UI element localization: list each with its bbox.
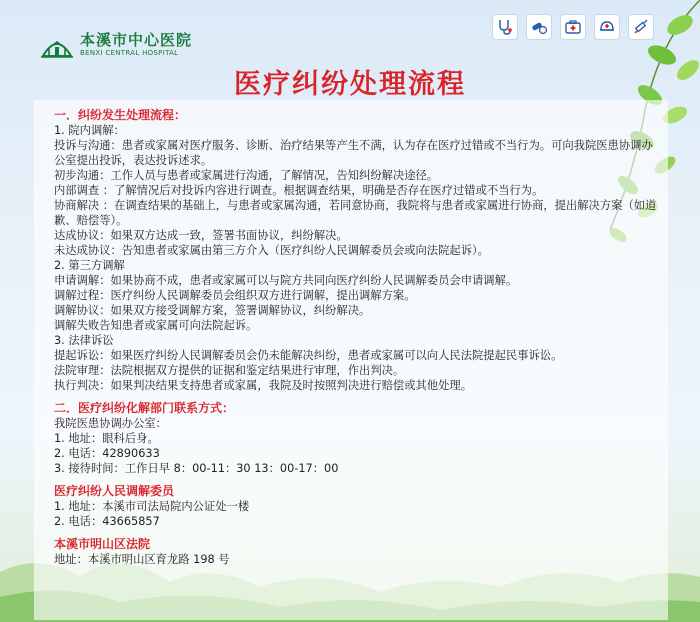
section3-address: 1. 地址：本溪市司法局院内公证处一楼 xyxy=(54,500,250,513)
hospital-name-en: BENXI CENTRAL HOSPITAL xyxy=(80,49,179,57)
section1-p13: 执行判决：如果判决结果支持患者或家属，我院及时按照判决进行赔偿或其他处理。 xyxy=(54,379,472,392)
section2-office: 我院医患协调办公室： xyxy=(54,417,167,430)
hospital-name-cn: 本溪市中心医院 xyxy=(80,31,193,49)
section1-p1: 投诉与沟通：患者或家属对医疗服务、诊断、治疗结果等产生不满，认为存在医疗过错或不当行为。可向我院医患协调办公室提出投诉，表达投诉述求。 xyxy=(54,139,653,167)
syringe-icon xyxy=(628,14,654,40)
section1-sub2: 2. 第三方调解 xyxy=(54,259,125,272)
hospital-emblem-icon xyxy=(40,30,74,60)
section1-p11: 提起诉讼：如果医疗纠纷人民调解委员会仍未能解决纠纷，患者或家属可以向人民法院提起民事诉讼。 xyxy=(54,349,563,362)
page-title: 医疗纠纷处理流程 xyxy=(234,69,466,100)
section1-p9: 调解协议：如果双方接受调解方案，签署调解协议，纠纷解决。 xyxy=(54,304,371,317)
section1-p2: 初步沟通：工作人员与患者或家属进行沟通，了解情况，告知纠纷解决途径。 xyxy=(54,169,439,182)
section2-hours: 3. 接待时间：工作日早 8：00-11：30 13：00-17：00 xyxy=(54,462,339,475)
section1-p7: 申请调解：如果协商不成，患者或家属可以与院方共同向医疗纠纷人民调解委员会申请调解。 xyxy=(54,274,518,287)
section1-heading: 一．纠纷发生处理流程： xyxy=(54,108,187,122)
section1-p6: 未达成协议：告知患者或家属由第三方介入（医疗纠纷人民调解委员会或向法院起诉）。 xyxy=(54,244,489,257)
stethoscope-icon xyxy=(492,14,518,40)
section4-address: 地址：本溪市明山区育龙路 198 号 xyxy=(54,553,230,566)
medical-helmet-icon xyxy=(594,14,620,40)
section3-heading: 医疗纠纷人民调解委员 xyxy=(54,484,175,498)
content-body xyxy=(54,108,664,567)
section1-sub1: 1. 院内调解： xyxy=(54,124,125,137)
section1-p12: 法院审理：法院根据双方提供的证据和鉴定结果进行审理，作出判决。 xyxy=(54,364,405,377)
pills-icon xyxy=(526,14,552,40)
section1-p5: 达成协议：如果双方达成一致，签署书面协议，纠纷解决。 xyxy=(54,229,348,242)
section1-p4: 协商解决 ：在调查结果的基础上，与患者或家属沟通，若同意协商，我院将与患者或家属进行协商，提出解决方案（如道歉、赔偿等）。 xyxy=(54,199,657,227)
section3-phone: 2. 电话：43665857 xyxy=(54,515,160,528)
hospital-logo xyxy=(40,30,192,60)
section1-p8: 调解过程：医疗纠纷人民调解委员会组织双方进行调解，提出调解方案。 xyxy=(54,289,416,302)
section2-address: 1. 地址：眼科后身。 xyxy=(54,432,159,445)
section2-phone: 2. 电话：42890633 xyxy=(54,447,160,460)
section1-p3: 内部调查 ：了解情况后对投诉内容进行调查。根据调查结果，明确是否存在医疗过错或不当行为。 xyxy=(54,184,544,197)
section1-p10: 调解失败告知患者或家属可向法院起诉。 xyxy=(54,319,258,332)
section1-sub3: 3. 法律诉讼 xyxy=(54,334,114,347)
medical-icon-row xyxy=(492,14,654,40)
section4-heading: 本溪市明山区法院 xyxy=(54,537,151,551)
first-aid-kit-icon xyxy=(560,14,586,40)
section2-heading: 二．医疗纠纷化解部门联系方式： xyxy=(54,401,235,415)
